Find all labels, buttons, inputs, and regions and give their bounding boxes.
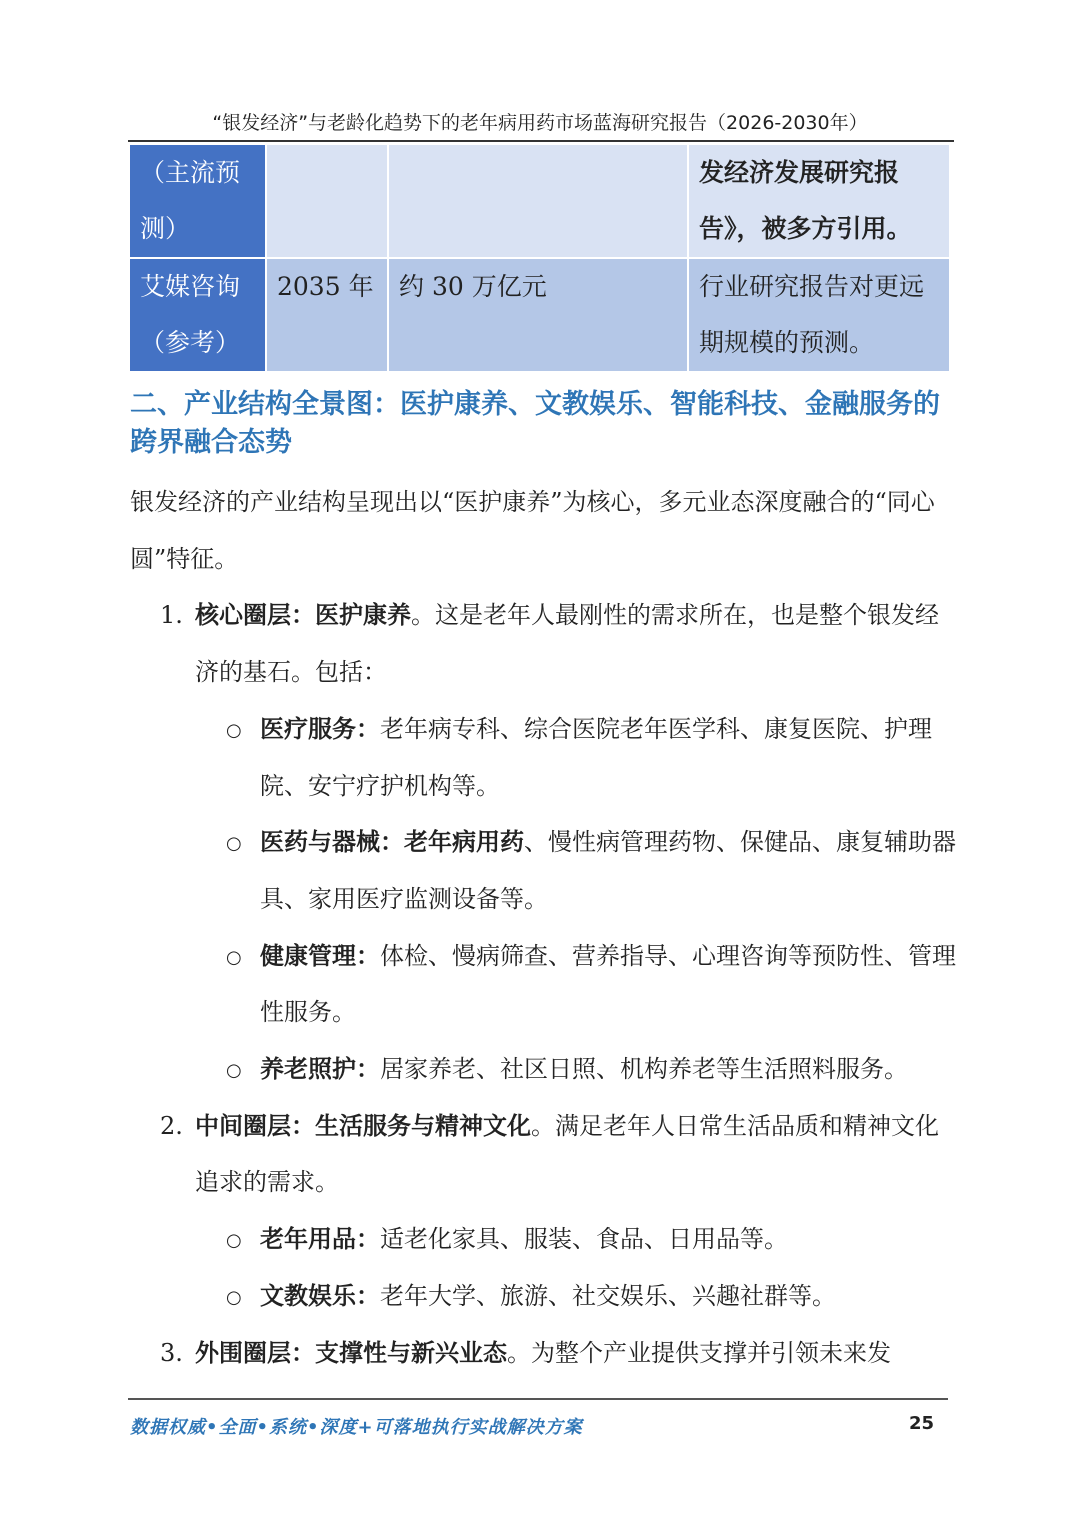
list-item-lead: 养老照护： bbox=[260, 1054, 380, 1084]
list-item bbox=[130, 1268, 960, 1325]
circle-bullet-icon: ○ bbox=[226, 833, 242, 855]
circle-bullet-icon: ○ bbox=[226, 1230, 242, 1252]
circle-bullet-icon: ○ bbox=[226, 719, 242, 741]
footer-rule bbox=[128, 1398, 948, 1400]
list-item-text: 。满足老年人日常生活品质和精神文化追求的需求。 bbox=[195, 1111, 939, 1197]
table-cell-year bbox=[266, 145, 388, 258]
list-item-text: 、慢性病管理药物、保健品、康复辅助器具、家用医疗监测设备等。 bbox=[260, 828, 956, 913]
table-cell-scale bbox=[388, 145, 688, 258]
table-cell-note: 发经济发展研究报告》，被多方引用。 bbox=[688, 145, 950, 258]
list-item-text: 老年病专科、综合医院老年医学科、康复医院、护理院、安宁疗护机构等。 bbox=[260, 714, 932, 800]
circle-bullet-icon: ○ bbox=[226, 1286, 242, 1308]
body-text bbox=[130, 474, 960, 1381]
list-item-text: 老年大学、旅游、社交娱乐、兴趣社群等。 bbox=[380, 1281, 836, 1310]
list-item-lead: 医疗服务： bbox=[260, 713, 380, 743]
circle-bullet-icon: ○ bbox=[226, 1060, 242, 1082]
list-item-lead: 核心圈层：医护康养 bbox=[195, 600, 411, 630]
table-cell-scale: 约 30 万亿元 bbox=[388, 258, 688, 372]
list-item-text: 。这是老年人最刚性的需求所在，也是整个银发经济的基石。包括： bbox=[195, 601, 939, 687]
list-item bbox=[130, 701, 960, 814]
list-item bbox=[130, 1325, 960, 1382]
table-cell-source: （主流预测） bbox=[130, 145, 266, 258]
header-rule bbox=[128, 140, 954, 142]
list-item bbox=[130, 1098, 960, 1211]
list-item-text: 。为整个产业提供支撑并引领未来发 bbox=[507, 1338, 891, 1367]
list-item-lead: 老年用品： bbox=[260, 1224, 380, 1254]
running-header: “银发经济”与老龄化趋势下的老年病用药市场蓝海研究报告（2026-2030年） bbox=[212, 112, 868, 134]
list-item-text: 适老化家具、服装、食品、日用品等。 bbox=[380, 1225, 788, 1254]
table-cell-source: 艾媒咨询（参考） bbox=[130, 258, 266, 372]
list-item bbox=[130, 928, 960, 1041]
list-item-lead: 中间圈层：生活服务与精神文化 bbox=[195, 1110, 531, 1140]
list-item-lead: 健康管理： bbox=[260, 940, 380, 970]
circle-bullet-icon: ○ bbox=[226, 946, 242, 968]
list-number: 1. bbox=[160, 601, 183, 630]
forecast-table bbox=[130, 145, 951, 373]
intro-paragraph: 银发经济的产业结构呈现出以“医护康养”为核心，多元业态深度融合的“同心圆”特征。 bbox=[130, 488, 935, 573]
table-cell-year: 2035 年 bbox=[266, 258, 388, 372]
section-heading: 二、产业结构全景图：医护康养、文教娱乐、智能科技、金融服务的跨界融合态势 bbox=[130, 389, 940, 458]
list-number: 3. bbox=[160, 1338, 183, 1367]
table-cell-note: 行业研究报告对更远期规模的预测。 bbox=[688, 258, 950, 372]
list-item-lead: 外围圈层：支撑性与新兴业态 bbox=[195, 1337, 507, 1367]
list-item bbox=[130, 814, 960, 927]
footer-slogan: 数据权威•全面•系统•深度+可落地执行实战解决方案 bbox=[130, 1417, 583, 1438]
list-item-text: 居家养老、社区日照、机构养老等生活照料服务。 bbox=[380, 1055, 908, 1084]
list-item bbox=[130, 1211, 960, 1268]
page-number: 25 bbox=[908, 1413, 934, 1434]
list-item bbox=[130, 1041, 960, 1098]
list-number: 2. bbox=[160, 1111, 183, 1140]
table-row bbox=[130, 258, 950, 372]
list-item bbox=[130, 587, 960, 700]
list-item-lead: 文教娱乐： bbox=[260, 1280, 380, 1310]
list-item-text: 体检、慢病筛查、营养指导、心理咨询等预防性、管理性服务。 bbox=[260, 941, 956, 1027]
table-row bbox=[130, 145, 950, 258]
list-item-lead: 医药与器械：老年病用药 bbox=[260, 827, 524, 857]
